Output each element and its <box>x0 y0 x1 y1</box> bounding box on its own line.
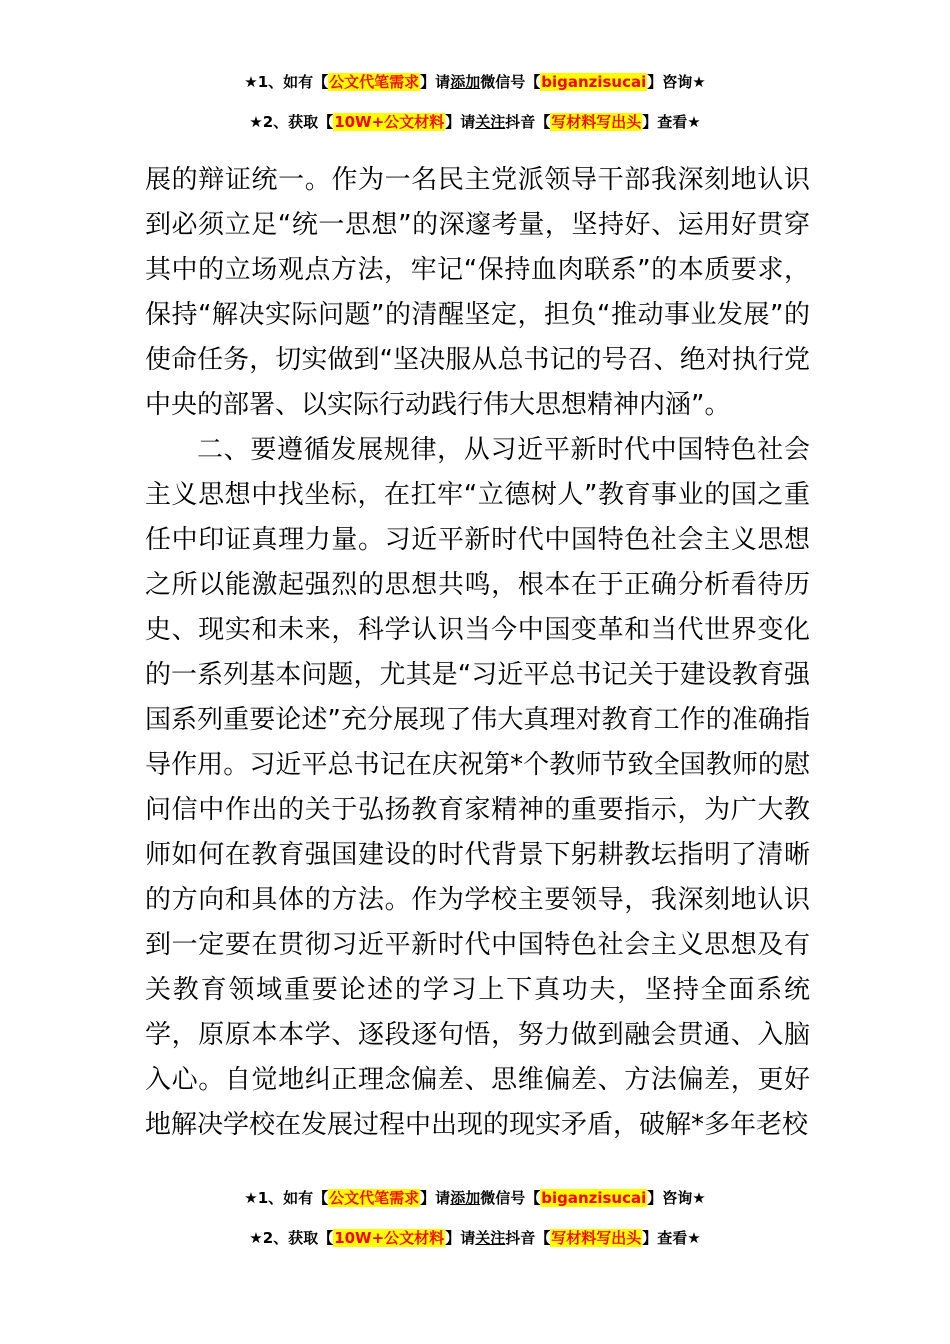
header-promo-line-2 <box>0 111 950 133</box>
header-promo-line-1 <box>0 71 950 93</box>
promo-suffix: 】查看★ <box>642 1229 701 1247</box>
promo-text: 】请 <box>445 113 476 131</box>
promo-text: 抖音【 <box>505 113 551 131</box>
promo-prefix: ★1、如有【 <box>244 73 329 91</box>
footer-promo-line-1 <box>0 1187 950 1209</box>
promo-highlight-douyin-id: 写材料写出头 <box>551 1229 642 1247</box>
promo-highlight-douyin-id: 写材料写出头 <box>551 113 642 131</box>
promo-underline-add: 添加 <box>450 1189 481 1207</box>
promo-suffix: 】咨询★ <box>647 1189 706 1207</box>
promo-underline-follow: 关注 <box>475 113 506 131</box>
promo-text: 】请 <box>445 1229 476 1247</box>
promo-text: 微信号【 <box>480 73 541 91</box>
promo-text: 】请 <box>420 1189 451 1207</box>
promo-underline-follow: 关注 <box>475 1229 506 1247</box>
promo-highlight-service: 公文代笔需求 <box>329 73 420 91</box>
promo-text: 微信号【 <box>480 1189 541 1207</box>
promo-text: 】请 <box>420 73 451 91</box>
paragraph-2: 二、要遵循发展规律，从习近平新时代中国特色社会主义思想中找坐标，在扛牢“立德树人”教育事业的国之重任中印证真理力量。习近平新时代中国特色社会主义思想之所以能激起强烈的思想共鸣，根本在于正确分析看待历史、现实和未来，科学认识当今中国变革和当代世界变化的一系列基本问题，尤其是“习近平总书记关于建设教育强国系列重要论述”充分展现了伟大真理对教育工作的准确指导作用。习近平总书记在庆祝第*个教师节致全国教师的慰问信中作出的关于弘扬教育家精神的重要指示，为广大教师如何在教育强国建设的时代背景下躬耕教坛指明了清晰的方向和具体的方法。作为学校主要领导，我深刻地认识到一定要在贯彻习近平新时代中国特色社会主义思想及有关教育领域重要论述的学习上下真功夫，坚持全面系统学，原原本本学、逐段逐句悟，努力做到融会贯通、入脑入心。自觉地纠正理念偏差、思维偏差、方法偏差，更好地解决学校在发展过程中出现的现实矛盾，破解*多年老校 <box>145 435 810 1140</box>
promo-highlight-wechat-id: biganzisucai <box>541 1189 647 1207</box>
promo-prefix: ★2、获取【 <box>249 113 334 131</box>
promo-suffix: 】查看★ <box>642 113 701 131</box>
promo-prefix: ★2、获取【 <box>249 1229 334 1247</box>
promo-highlight-materials: 10W+公文材料 <box>334 113 445 131</box>
promo-highlight-service: 公文代笔需求 <box>329 1189 420 1207</box>
promo-text: 抖音【 <box>505 1229 551 1247</box>
promo-suffix: 】咨询★ <box>647 73 706 91</box>
document-body <box>145 158 810 1148</box>
promo-underline-add: 添加 <box>450 73 481 91</box>
paragraph-1: 展的辩证统一。作为一名民主党派领导干部我深刻地认识到必须立足“统一思想”的深邃考量，坚持好、运用好贯穿其中的立场观点方法，牢记“保持血肉联系”的本质要求，保持“解决实际问题”的清醒坚定，担负“推动事业发展”的使命任务，切实做到“坚决服从总书记的号召、绝对执行党中央的部署、以实际行动践行伟大思想精神内涵”。 <box>145 165 810 420</box>
promo-prefix: ★1、如有【 <box>244 1189 329 1207</box>
promo-highlight-materials: 10W+公文材料 <box>334 1229 445 1247</box>
promo-highlight-wechat-id: biganzisucai <box>541 73 647 91</box>
footer-promo-line-2 <box>0 1227 950 1249</box>
